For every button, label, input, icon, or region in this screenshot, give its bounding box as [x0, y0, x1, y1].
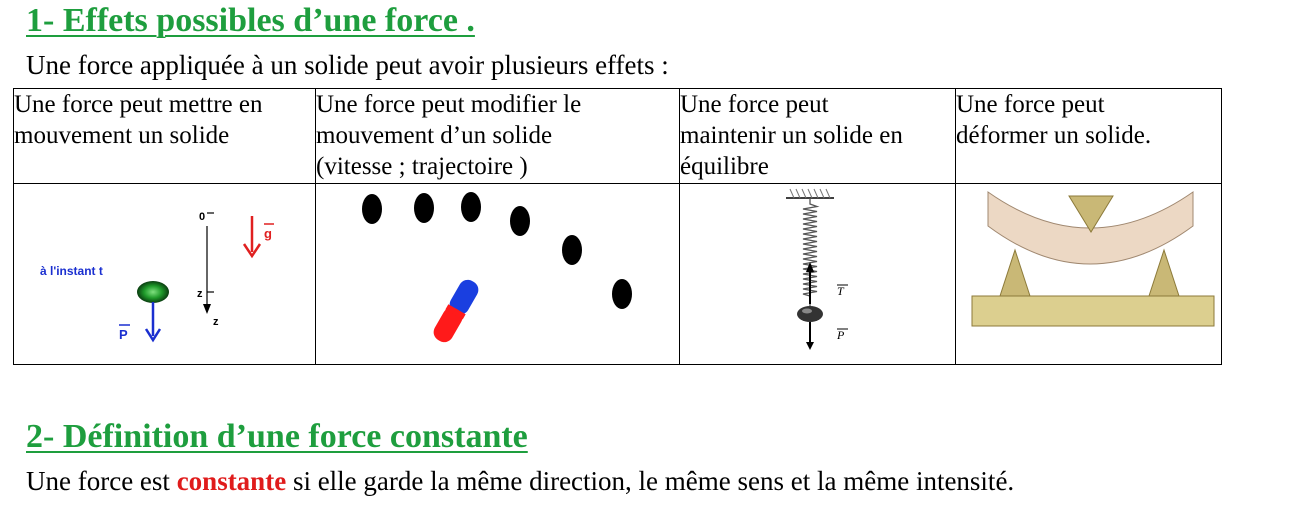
section-1-title: 1- Effets possibles d’une force .	[26, 2, 475, 39]
trajectory-dot	[362, 194, 382, 224]
illustration-spring	[680, 184, 956, 365]
effect-cell-equilibrium	[680, 89, 956, 184]
effect-equilibrium-line1: Une force peut	[680, 91, 829, 118]
p-vector-label: P	[119, 327, 128, 342]
left-support-wedge	[1000, 250, 1030, 296]
axis-z-label: z	[197, 288, 203, 300]
constant-force-definition	[26, 466, 1014, 497]
effects-text-row	[14, 89, 1222, 184]
trajectory-figure	[316, 184, 680, 364]
g-vector-label: g	[264, 226, 272, 241]
falling-body-figure	[14, 184, 316, 364]
instant-t-label: à l'instant t	[40, 264, 103, 278]
effect-cell-motion	[14, 89, 316, 184]
effect-modify-line1: Une force peut modifier le	[316, 91, 582, 118]
deformation-figure	[956, 184, 1222, 364]
p-force-label: P	[837, 328, 845, 342]
effect-modify-line2: mouvement d’un solide	[316, 122, 553, 149]
spring-figure	[680, 184, 956, 364]
illustration-deformation	[956, 184, 1222, 365]
effect-equilibrium-line2: maintenir un solide en	[680, 122, 903, 149]
definition-start: Une force est	[26, 466, 177, 496]
base-plate	[972, 296, 1214, 326]
effect-cell-modify	[316, 89, 680, 184]
falling-ball	[137, 281, 169, 303]
effect-deform-line1: Une force peut	[956, 91, 1105, 118]
effect-deform-line2: déformer un solide.	[956, 122, 1152, 149]
definition-emphasis: constante	[176, 466, 287, 496]
section-2-title: 2- Définition d’une force constante	[26, 418, 528, 455]
effect-equilibrium-line3: équilibre	[680, 153, 769, 180]
suspended-mass	[797, 306, 823, 322]
z-axis-arrowhead	[203, 304, 211, 314]
trajectory-dot	[461, 192, 481, 222]
support-hatching	[790, 189, 830, 198]
axis-origin-label: 0	[199, 211, 206, 223]
effect-cell-deform	[956, 89, 1222, 184]
effect-motion-line2: mouvement un solide	[14, 122, 230, 149]
section-1-intro: Une force appliquée à un solide peut avoir plusieurs effets :	[26, 50, 669, 80]
right-support-wedge	[1149, 250, 1179, 296]
effects-table	[13, 88, 1222, 365]
trajectory-dot	[562, 235, 582, 265]
trajectory-dot	[414, 193, 434, 223]
axis-end-label: z	[213, 316, 219, 328]
trajectory-dot	[510, 206, 530, 236]
magnet	[430, 277, 481, 346]
effects-illustration-row	[14, 184, 1222, 365]
effect-motion-line1: Une force peut mettre en	[14, 91, 263, 118]
t-force-label: T	[837, 284, 844, 298]
trajectory-dot	[612, 279, 632, 309]
p-force-head	[806, 342, 814, 350]
definition-end: si elle garde la même direction, le même sens et la même intensité.	[286, 466, 1015, 496]
illustration-falling-body	[14, 184, 316, 365]
effect-modify-line3: (vitesse ; trajectoire )	[316, 153, 528, 180]
illustration-trajectory	[316, 184, 680, 365]
mass-highlight	[802, 309, 812, 314]
